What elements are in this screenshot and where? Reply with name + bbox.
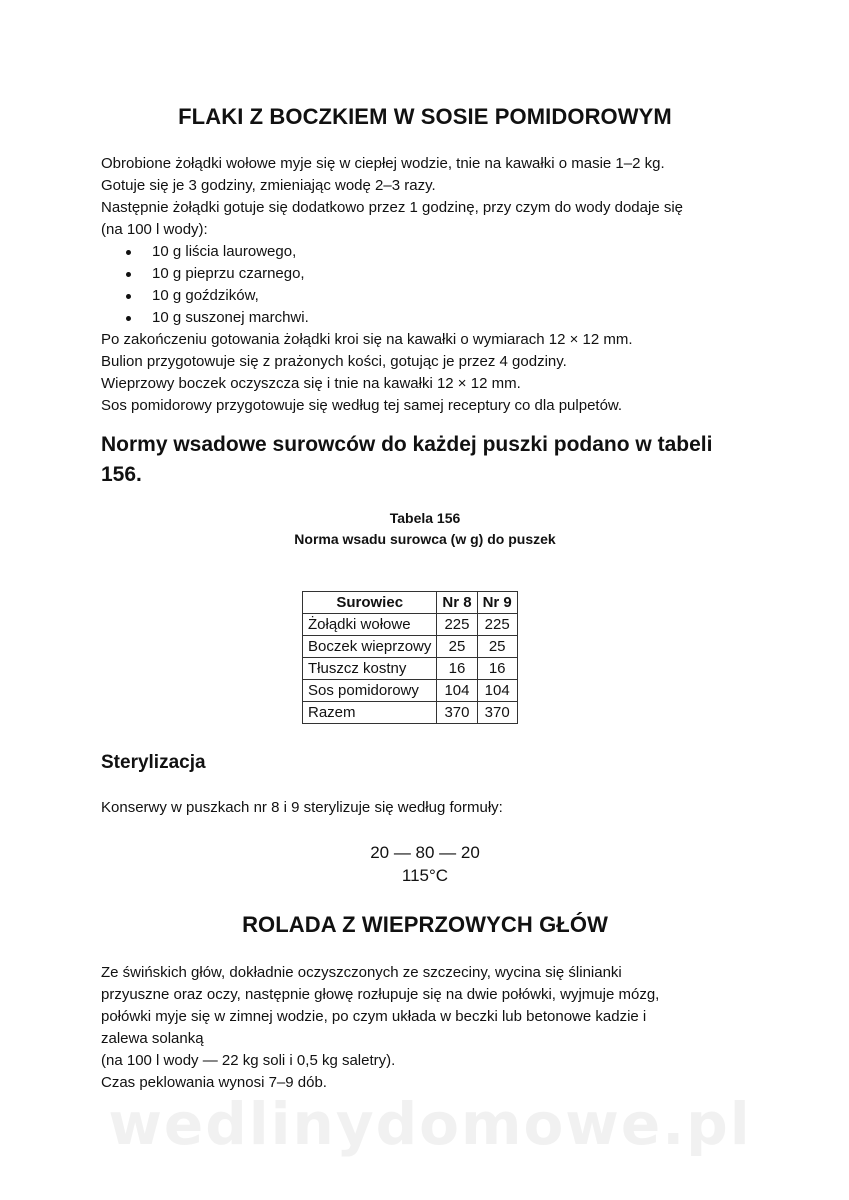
table-caption-title: Norma wsadu surowca (w g) do puszek [294, 531, 556, 547]
table-cell: 104 [437, 680, 477, 702]
column-header: Surowiec [303, 592, 437, 614]
text-line: Następnie żołądki gotuje się dodatkowo przez 1 godzinę, przy czym do wody dodaje się [101, 199, 683, 216]
text-line: (na 100 l wody): [101, 221, 208, 238]
text-line: Po zakończeniu gotowania żołądki kroi się na kawałki o wymiarach 12 × 12 mm. [101, 331, 633, 348]
list-item: 10 g pieprzu czarnego, [101, 263, 683, 285]
watermark: wedlinydomowe.pl [108, 1090, 752, 1158]
title-flaki: FLAKI Z BOCZKIEM W SOSIE POMIDOROWYM [178, 104, 672, 129]
table-row [303, 702, 518, 724]
table-cell: 225 [437, 614, 477, 636]
text-line: Wieprzowy boczek oczyszcza się i tnie na kawałki 12 × 12 mm. [101, 375, 521, 392]
spice-list [101, 241, 683, 329]
text-line: Ze świńskich głów, dokładnie oczyszczonych ze szczeciny, wycina się ślinianki [101, 964, 622, 981]
text-line: Bulion przygotowuje się z prażonych kości, gotując je przez 4 godziny. [101, 353, 567, 370]
table-row [303, 658, 518, 680]
table-row [303, 680, 518, 702]
table-cell: 370 [477, 702, 517, 724]
text-line: przyuszne oraz oczy, następnie głowę rozłupuje się na dwie połówki, wyjmuje mózg, [101, 986, 660, 1003]
column-header: Nr 9 [477, 592, 517, 614]
table-cell: 104 [477, 680, 517, 702]
table-cell: 25 [437, 636, 477, 658]
sterilization-heading: Sterylizacja [101, 752, 206, 773]
text-line: (na 100 l wody — 22 kg soli i 0,5 kg saletry). [101, 1052, 396, 1069]
text-line: połówki myje się w zimnej wodzie, po czym układa w beczki lub betonowe kadzie i [101, 1008, 647, 1025]
table-cell: 25 [477, 636, 517, 658]
title-rolada: ROLADA Z WIEPRZOWYCH GŁÓW [242, 912, 608, 937]
table-cell: 16 [477, 658, 517, 680]
list-item: 10 g goździków, [101, 285, 683, 307]
list-item: 10 g liścia laurowego, [101, 241, 683, 263]
column-header: Nr 8 [437, 592, 477, 614]
text-line: Obrobione żołądki wołowe myje się w ciepłej wodzie, tnie na kawałki o masie 1–2 kg. [101, 155, 665, 172]
table-row [303, 614, 518, 636]
table-cell: Sos pomidorowy [303, 680, 437, 702]
table-cell: Boczek wieprzowy [303, 636, 437, 658]
table-header-row [303, 592, 518, 614]
sterilization-formula: 20 — 80 — 20 [370, 843, 480, 862]
text-line: Gotuje się je 3 godziny, zmieniając wodę 2–3 razy. [101, 177, 436, 194]
norms-table [302, 591, 518, 724]
norms-heading-line: Normy wsadowe surowców do każdej puszki podano w tabeli [101, 433, 713, 456]
norms-heading [101, 430, 741, 490]
table-cell: 370 [437, 702, 477, 724]
sterilization-text: Konserwy w puszkach nr 8 i 9 sterylizuje się według formuły: [101, 799, 503, 816]
table-cell: 225 [477, 614, 517, 636]
table-cell: Tłuszcz kostny [303, 658, 437, 680]
sterilization-temperature: 115°C [401, 866, 449, 885]
table-caption-number: Tabela 156 [389, 510, 461, 526]
table-cell: Razem [303, 702, 437, 724]
table-cell: 16 [437, 658, 477, 680]
table-row [303, 636, 518, 658]
text-line: Sos pomidorowy przygotowuje się według tej samej receptury co dla pulpetów. [101, 397, 623, 414]
list-item: 10 g suszonej marchwi. [101, 307, 683, 329]
norms-heading-line: 156. [101, 463, 142, 486]
table-cell: Żołądki wołowe [303, 614, 437, 636]
rolada-body [101, 962, 659, 1094]
text-line: Czas peklowania wynosi 7–9 dób. [101, 1074, 327, 1091]
text-line: zalewa solanką [101, 1030, 204, 1047]
flaki-body [101, 153, 683, 417]
